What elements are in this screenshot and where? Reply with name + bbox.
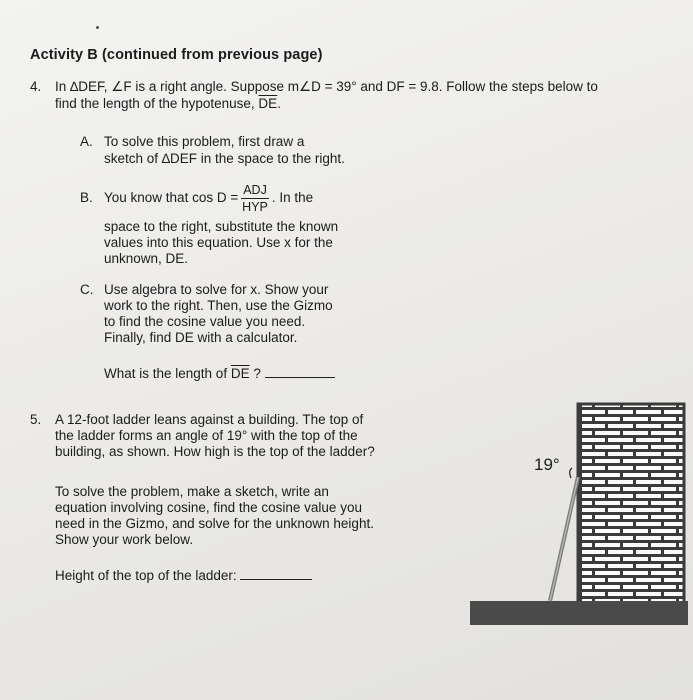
q4-answer-blank[interactable] xyxy=(265,377,335,378)
q4b-cos-text: You know that cos D = xyxy=(104,190,239,205)
ground xyxy=(470,601,688,625)
fraction-denominator: HYP xyxy=(242,199,268,214)
q5-line6: need in the Gizmo, and solve for the unknown height. xyxy=(55,516,374,531)
q5-line2: the ladder forms an angle of 19° with the top of the xyxy=(55,428,358,443)
q4c-line4: Finally, find DE with a calculator. xyxy=(104,330,298,345)
q5-line1: A 12-foot ladder leans against a building. The top of xyxy=(55,412,364,427)
q4a-letter: A. xyxy=(80,134,93,149)
q4c-line1: Use algebra to solve for x. Show your xyxy=(104,282,329,297)
q5-answer-label: Height of the top of the ladder: xyxy=(55,568,237,583)
brick-wall xyxy=(578,404,684,604)
angle-arc xyxy=(570,468,572,478)
q4b-line2: space to the right, substitute the known xyxy=(104,219,339,234)
q4b-in-the: . In the xyxy=(271,190,314,205)
q4a-line2: sketch of ∆DEF in the space to the right. xyxy=(104,151,345,166)
angle-label: 19° xyxy=(534,455,560,474)
q4b-line3: values into this equation. Use x for the xyxy=(104,235,333,250)
q4-question-segment: $\overline{DE}$ xyxy=(230,366,250,381)
q4b-line4: unknown, DE. xyxy=(104,251,189,266)
q4-question-mark: ? xyxy=(253,366,261,381)
section-heading: Activity B (continued from previous page) xyxy=(30,47,323,63)
q5-answer-line xyxy=(55,568,312,584)
q5-answer-blank[interactable] xyxy=(240,579,312,580)
q5-line4: To solve the problem, make a sketch, write an xyxy=(55,484,329,499)
q5-line3: building, as shown. How high is the top of the ladder? xyxy=(55,444,375,459)
q4-number: 4. xyxy=(30,79,42,94)
q4c-line3: to find the cosine value you need. xyxy=(104,314,306,329)
q4-question-text: What is the length of xyxy=(104,366,228,381)
q4-intro-text: find the length of the hypotenuse, xyxy=(55,96,255,111)
adj-over-hyp-fraction xyxy=(241,183,269,214)
ladder-building-figure xyxy=(468,400,690,632)
q4-question xyxy=(104,366,335,382)
q5-number: 5. xyxy=(30,412,42,427)
q4-segment-de: $\overline{DE}$ xyxy=(258,96,278,111)
ladder-highlight xyxy=(550,477,578,601)
q5-line7: Show your work below. xyxy=(55,532,194,547)
q4-intro-line2 xyxy=(55,96,281,112)
q4c-line2: work to the right. Then, use the Gizmo xyxy=(104,298,333,313)
q4-intro-period: . xyxy=(277,96,281,111)
q4c-letter: C. xyxy=(80,282,94,297)
q4-intro-line1: In ∆DEF, ∠F is a right angle. Suppose m∠D = 39° and DF = 9.8. Follow the steps below to xyxy=(55,79,598,94)
q5-line5: equation involving cosine, find the cosine value you xyxy=(55,500,362,515)
q4a-line1: To solve this problem, first draw a xyxy=(104,134,305,149)
q4b-line1 xyxy=(104,181,313,215)
paper-speck xyxy=(96,26,99,29)
q4b-letter: B. xyxy=(80,190,93,205)
fraction-numerator: ADJ xyxy=(243,182,267,197)
